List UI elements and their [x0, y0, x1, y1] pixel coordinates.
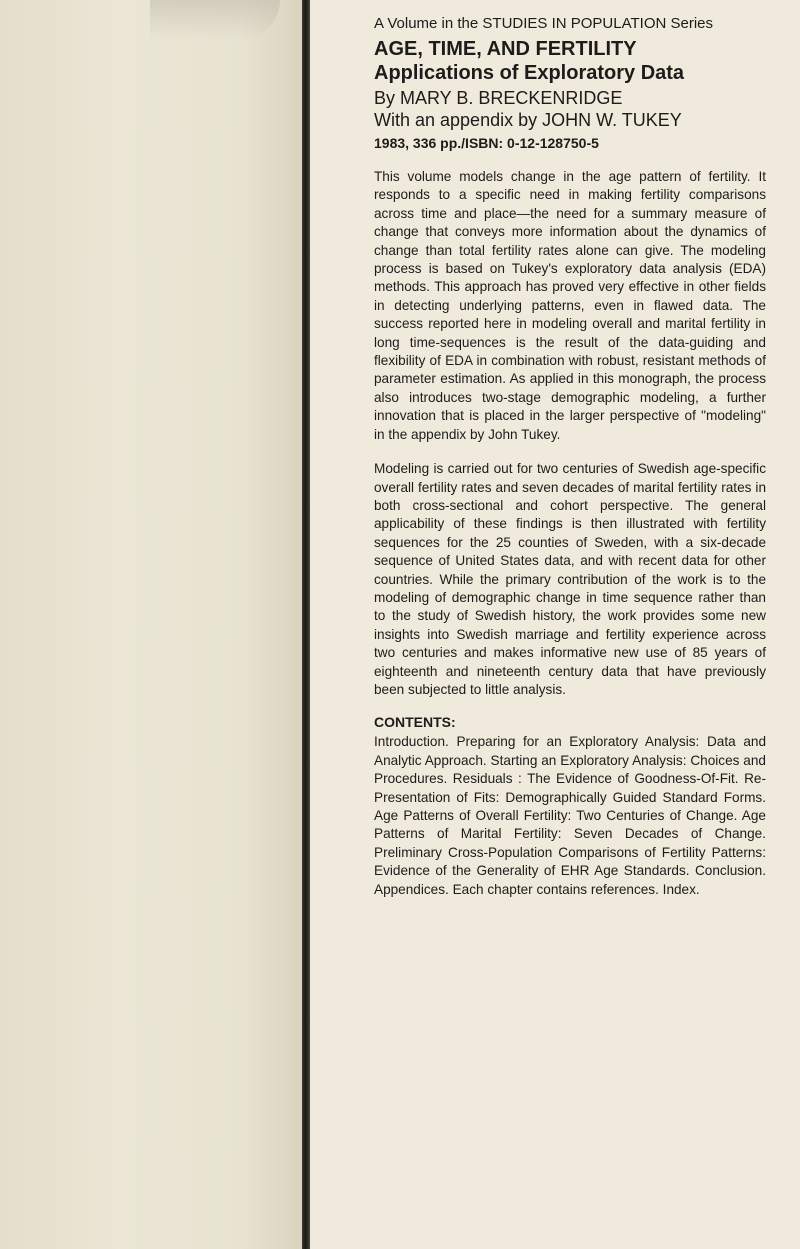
contents-text: Introduction. Preparing for an Exploratory Analysis: Data and Analytic Approach. Starting an Exploratory Analysis: Choices and Procedures. Residuals : The Evidence of Goodness-Of-Fit. Re-Presentation of Fits: Demographically Guided Standard Forms. Age Patterns of Overall Fertility: Two Centuries of Change. Age Patterns of Marital Fertility: Seven Decades of Change. Preliminary Cross-Population Comparisons of Fertility Patterns: Evidence of the Generality of EHR Age Standards. Conclusion. Appendices. Each chapter contains references. Index. — [374, 734, 766, 897]
contents-heading: CONTENTS: — [374, 714, 456, 731]
book-title-line1: AGE, TIME, AND FERTILITY — [374, 38, 637, 60]
description-paragraph-1: This volume models change in the age pattern of fertility. It responds to a specific need in making fertility comparisons across time and place—the need for a summary measure of change that conveys more information about the dynamics of change than total fertility rates alone can give. The modeling process is based on Tukey's exploratory data analysis (EDA) methods. This approach has proved very effective in other fields in detecting underlying patterns, even in flawed data. The success reported here in modeling overall and marital fertility in long time-sequences is the result of the data-guiding and flexibility of EDA in combination with robust, resistant methods of parameter estimation. As applied in this monograph, the process also introduces two-stage demographic modeling, a further innovation that is placed in the larger perspective of "modeling" in the appendix by John Tukey. — [374, 169, 766, 442]
series-line: A Volume in the STUDIES IN POPULATION Series — [374, 15, 714, 32]
author-line: By MARY B. BRECKENRIDGE — [374, 88, 623, 108]
book-title-line2: Applications of Exploratory Data — [374, 62, 685, 84]
description-paragraph-2: Modeling is carried out for two centuries of Swedish age-specific overall fertility rates and seven decades of marital fertility rates in both cross-sectional and cohort perspective. The general applicability of these findings is then illustrated with fertility sequences for the 25 counties of Sweden, with a six-decade sequence of United States data, and with recent data for other countries. While the primary contribution of the work is to the modeling of demographic change in time sequence rather than to the study of Swedish history, the work provides some new insights into Swedish marriage and fertility experience across two centuries and makes informative new use of 85 years of eighteenth and nineteenth century data that have previously been subjected to little analysis. — [374, 461, 766, 697]
book-gutter — [302, 0, 310, 1249]
appendix-author-line: With an appendix by JOHN W. TUKEY — [374, 110, 682, 130]
page-fold-shadow — [150, 0, 280, 40]
left-blank-page — [0, 0, 302, 1249]
isbn-line: 1983, 336 pp./ISBN: 0-12-128750-5 — [374, 135, 599, 151]
right-text-page — [310, 0, 800, 1249]
page-content — [374, 14, 766, 899]
